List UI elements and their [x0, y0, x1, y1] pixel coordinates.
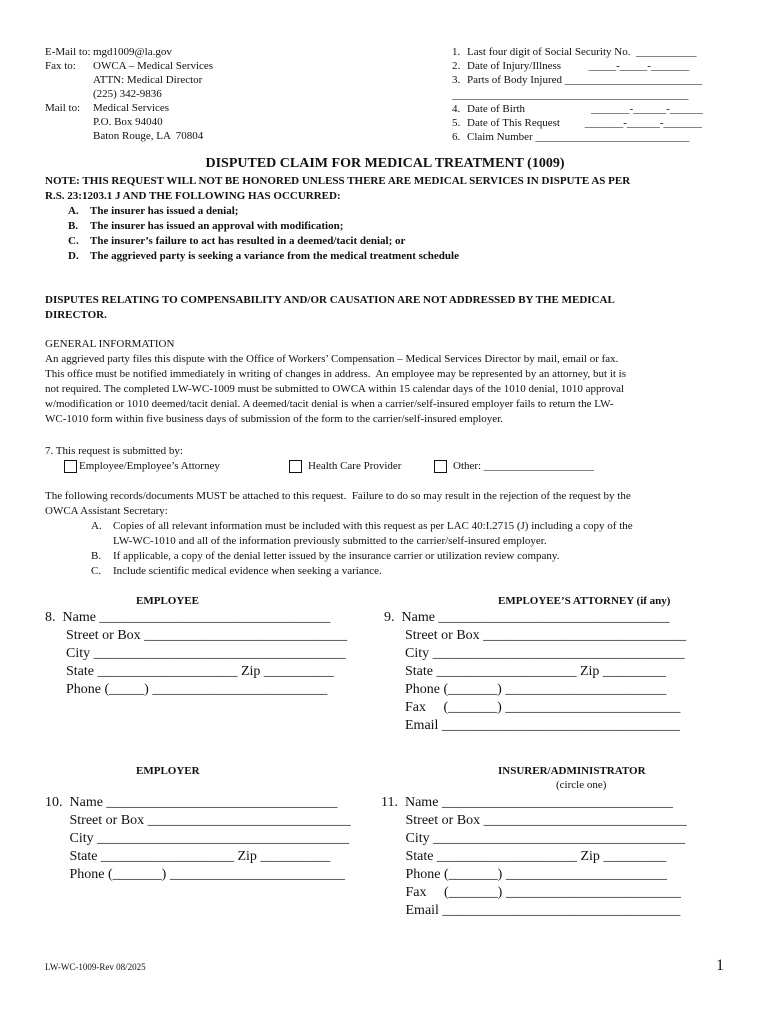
records-item-a-letter: A. [91, 520, 102, 532]
insurer-fax-field[interactable]: Fax (_______) _________________________ [381, 885, 681, 900]
records-item-b: If applicable, a copy of the denial letter issued by the insurance carrier or utilization review company. [113, 550, 560, 562]
field-claim-number[interactable]: Claim Number ____________________________ [467, 131, 690, 143]
employer-state-zip-field[interactable]: State ___________________ Zip __________ [45, 849, 331, 864]
note-item-b: The insurer has issued an approval with modification; [90, 220, 344, 232]
note-line-1: NOTE: THIS REQUEST WILL NOT BE HONORED UNLESS THERE ARE MEDICAL SERVICES IN DISPUTE AS PER [45, 175, 631, 187]
fax-line-1: OWCA – Medical Services [93, 60, 214, 72]
submitted-question: 7. This request is submitted by: [45, 445, 183, 457]
records-line-1: The following records/documents MUST be attached to this request. Failure to do so may result in the rejection of the request by the [45, 490, 631, 502]
note-item-b-letter: B. [68, 220, 79, 232]
general-line-1: An aggrieved party files this dispute with the Office of Workers’ Compensation – Medical Services Director by mail, email or fax. [45, 353, 619, 365]
form-title: DISPUTED CLAIM FOR MEDICAL TREATMENT (1009) [205, 156, 565, 171]
field-injury-date[interactable]: Date of Injury/Illness _____-_____-_______ [467, 60, 690, 72]
mail-label: Mail to: [45, 102, 81, 114]
general-line-2: This office must be notified immediately in writing of changes in address. An employee may be represented by an attorney, but it is [45, 368, 627, 380]
employee-street-field[interactable]: Street or Box _____________________________ [45, 628, 348, 643]
email-address: mgd1009@la.gov [93, 46, 172, 58]
attorney-state-zip-field[interactable]: State ____________________ Zip _________ [384, 664, 666, 679]
general-heading: GENERAL INFORMATION [45, 338, 175, 350]
field-ssn[interactable]: Last four digit of Social Security No. ___________ [467, 46, 697, 58]
field-5-num: 5. [452, 117, 461, 129]
employer-city-field[interactable]: City ____________________________________ [45, 831, 350, 846]
other-label[interactable]: Other: ____________________ [453, 460, 594, 472]
records-item-b-letter: B. [91, 550, 102, 562]
general-line-3: not required. The completed LW-WC-1009 must be submitted to OWCA within 15 calendar days of the 1010 denial, 1010 approval [45, 383, 625, 395]
insurer-city-field[interactable]: City ____________________________________ [381, 831, 686, 846]
note-item-c: The insurer’s failure to act has resulted in a deemed/tacit denial; or [90, 235, 406, 247]
disputes-line-1: DISPUTES RELATING TO COMPENSABILITY AND/OR CAUSATION ARE NOT ADDRESSED BY THE MEDICAL [45, 294, 615, 306]
fax-label: Fax to: [45, 60, 76, 72]
field-body-parts-cont[interactable]: ___________________________________________ [452, 89, 689, 101]
insurer-subheading: (circle one) [556, 779, 607, 791]
insurer-street-field[interactable]: Street or Box _____________________________ [381, 813, 687, 828]
mail-line-1: Medical Services [93, 102, 170, 114]
field-body-parts[interactable]: Parts of Body Injured _________________________ [467, 74, 703, 86]
employee-heading: EMPLOYEE [136, 595, 199, 607]
insurer-state-zip-field[interactable]: State ____________________ Zip _________ [381, 849, 667, 864]
employee-attorney-label: Employee/Employee’s Attorney [79, 460, 220, 472]
general-line-5: WC-1010 form within five business days of submission of the form to the carrier/self-insured employer. [45, 413, 503, 425]
records-item-c: Include scientific medical evidence when seeking a variance. [113, 565, 382, 577]
page-number: 1 [716, 957, 724, 974]
attorney-email-field[interactable]: Email __________________________________ [384, 718, 680, 733]
employer-phone-field[interactable]: Phone (_______) _________________________ [45, 867, 345, 882]
attorney-fax-field[interactable]: Fax (_______) _________________________ [384, 700, 681, 715]
general-line-4: w/modification or 1010 deemed/tacit denial. A deemed/tacit denial is when a carrier/self-insured employer fails to return the LW- [45, 398, 614, 410]
email-label: E-Mail to: [45, 46, 91, 58]
employer-name-field[interactable]: 10. Name _________________________________ [45, 795, 338, 810]
mail-line-2: P.O. Box 94040 [93, 116, 163, 128]
records-item-a-cont: LW-WC-1010 and all of the information previously submitted to the carrier/self-insured employer. [113, 535, 547, 547]
other-checkbox[interactable] [434, 460, 447, 473]
health-care-provider-label: Health Care Provider [308, 460, 402, 472]
employee-state-zip-field[interactable]: State ____________________ Zip __________ [45, 664, 334, 679]
note-item-a-letter: A. [68, 205, 79, 217]
insurer-name-field[interactable]: 11. Name _________________________________ [381, 795, 673, 810]
employer-heading: EMPLOYER [136, 765, 200, 777]
disputes-line-2: DIRECTOR. [45, 309, 107, 321]
attorney-heading: EMPLOYEE’S ATTORNEY (if any) [498, 595, 671, 607]
form-revision: LW-WC-1009-Rev 08/2025 [45, 962, 146, 972]
attorney-city-field[interactable]: City ____________________________________ [384, 646, 685, 661]
employer-street-field[interactable]: Street or Box _____________________________ [45, 813, 351, 828]
note-line-2: R.S. 23:1203.1 J AND THE FOLLOWING HAS OCCURRED: [45, 190, 341, 202]
field-birth-date[interactable]: Date of Birth _______-______-______ [467, 103, 703, 115]
insurer-phone-field[interactable]: Phone (_______) _______________________ [381, 867, 667, 882]
records-line-2: OWCA Assistant Secretary: [45, 505, 168, 517]
employee-phone-field[interactable]: Phone (_____) _________________________ [45, 682, 328, 697]
records-item-a: Copies of all relevant information must be included with this request as per LAC 40:I.2715 (J) including a copy of the [113, 520, 633, 532]
employee-city-field[interactable]: City ____________________________________ [45, 646, 346, 661]
field-6-num: 6. [452, 131, 461, 143]
field-1-num: 1. [452, 46, 461, 58]
employee-name-field[interactable]: 8. Name _________________________________ [45, 610, 331, 625]
fax-line-2: ATTN: Medical Director [93, 74, 203, 86]
attorney-phone-field[interactable]: Phone (_______) _______________________ [384, 682, 667, 697]
note-item-d: The aggrieved party is seeking a variance from the medical treatment schedule [90, 250, 459, 262]
insurer-email-field[interactable]: Email __________________________________ [381, 903, 681, 918]
employee-attorney-checkbox[interactable] [64, 460, 77, 473]
field-request-date[interactable]: Date of This Request _______-______-_______ [467, 117, 703, 129]
mail-line-3: Baton Rouge, LA 70804 [93, 130, 204, 142]
field-3-num: 3. [452, 74, 461, 86]
records-item-c-letter: C. [91, 565, 102, 577]
note-item-c-letter: C. [68, 235, 79, 247]
field-4-num: 4. [452, 103, 461, 115]
fax-line-3: (225) 342-9836 [93, 88, 162, 100]
insurer-heading: INSURER/ADMINISTRATOR [498, 765, 646, 777]
note-item-a: The insurer has issued a denial; [90, 205, 239, 217]
attorney-street-field[interactable]: Street or Box _____________________________ [384, 628, 687, 643]
health-care-provider-checkbox[interactable] [289, 460, 302, 473]
note-item-d-letter: D. [68, 250, 79, 262]
attorney-name-field[interactable]: 9. Name _________________________________ [384, 610, 670, 625]
field-2-num: 2. [452, 60, 461, 72]
